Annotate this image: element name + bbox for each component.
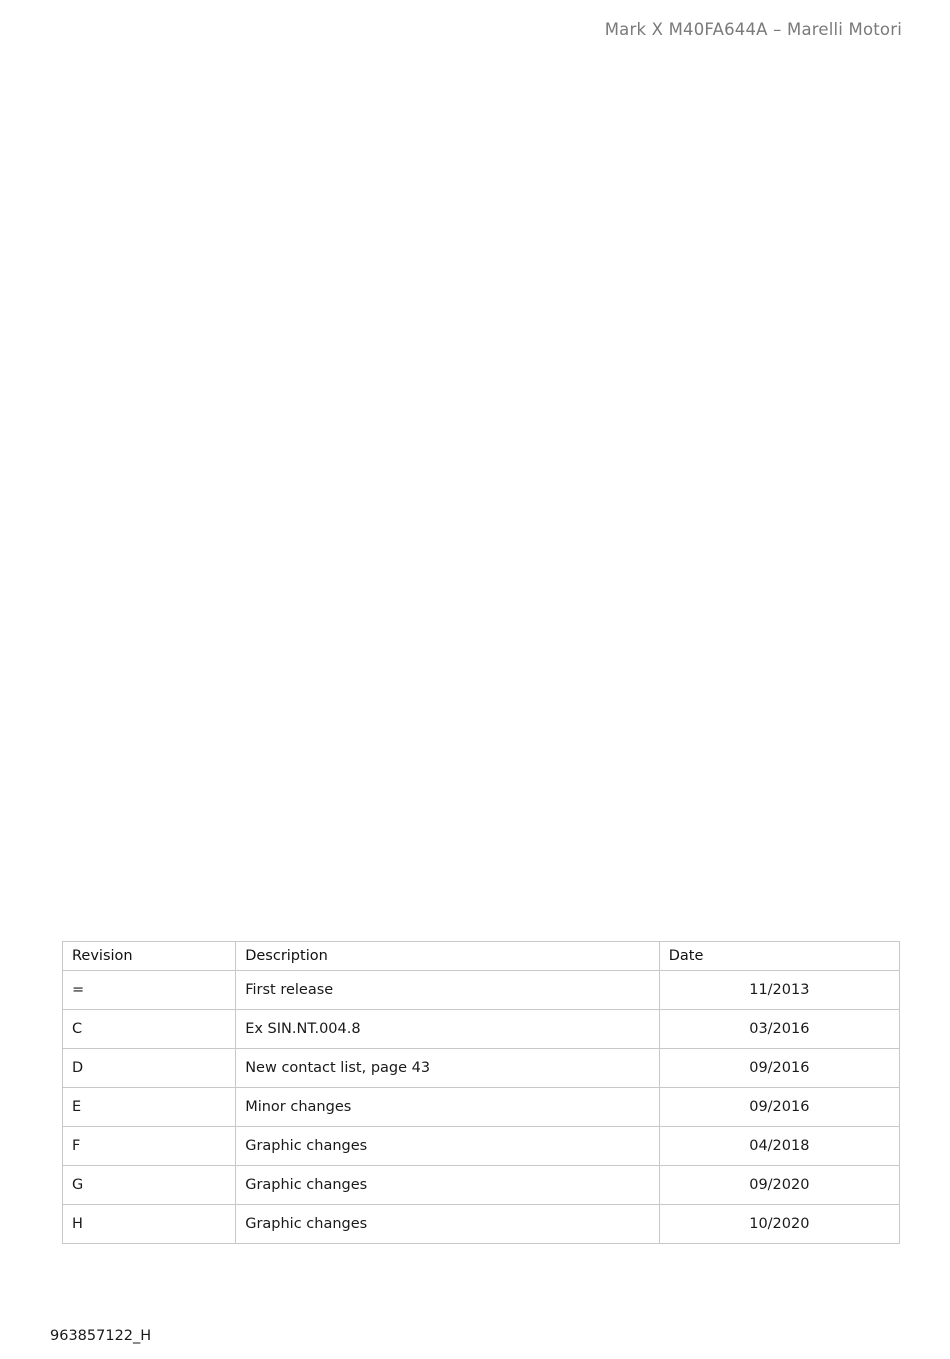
revision-cell: =	[63, 971, 236, 1010]
description-cell: New contact list, page 43	[236, 1049, 660, 1088]
date-cell: 09/2016	[659, 1049, 899, 1088]
table-row	[63, 1088, 900, 1127]
description-cell: Graphic changes	[236, 1166, 660, 1205]
column-header-description: Description	[236, 942, 660, 971]
table-header-row	[63, 942, 900, 971]
revision-cell: E	[63, 1088, 236, 1127]
date-cell: 11/2013	[659, 971, 899, 1010]
column-header-date: Date	[659, 942, 899, 971]
table-row	[63, 1205, 900, 1244]
description-cell: First release	[236, 971, 660, 1010]
description-cell: Graphic changes	[236, 1205, 660, 1244]
table-row	[63, 1049, 900, 1088]
page-header: Mark X M40FA644A – Marelli Motori	[604, 20, 902, 39]
date-cell: 03/2016	[659, 1010, 899, 1049]
revision-cell: D	[63, 1049, 236, 1088]
document-code: 963857122_H	[50, 1328, 152, 1344]
description-cell: Minor changes	[236, 1088, 660, 1127]
revision-table	[62, 941, 900, 1244]
table-row	[63, 1127, 900, 1166]
revision-cell: G	[63, 1166, 236, 1205]
revision-cell: H	[63, 1205, 236, 1244]
column-header-revision: Revision	[63, 942, 236, 971]
date-cell: 10/2020	[659, 1205, 899, 1244]
table-row	[63, 1010, 900, 1049]
revision-cell: F	[63, 1127, 236, 1166]
revision-cell: C	[63, 1010, 236, 1049]
table-row	[63, 1166, 900, 1205]
table-row	[63, 971, 900, 1010]
description-cell: Ex SIN.NT.004.8	[236, 1010, 660, 1049]
date-cell: 09/2020	[659, 1166, 899, 1205]
date-cell: 04/2018	[659, 1127, 899, 1166]
description-cell: Graphic changes	[236, 1127, 660, 1166]
date-cell: 09/2016	[659, 1088, 899, 1127]
